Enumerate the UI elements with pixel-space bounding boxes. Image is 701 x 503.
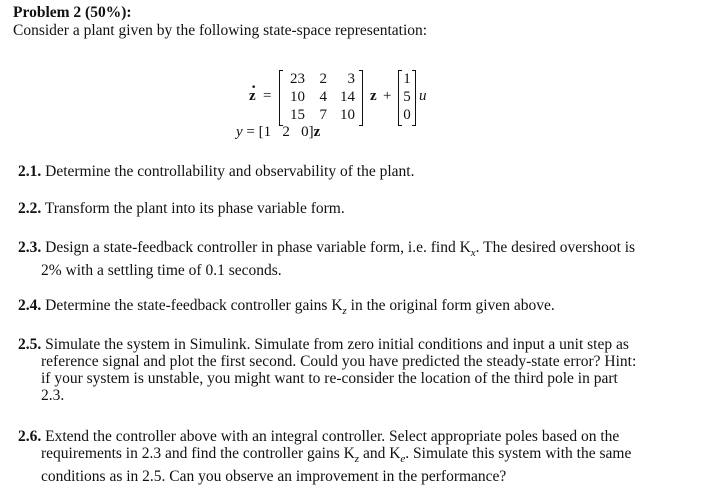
part-2-6 — [18, 428, 678, 485]
problem-intro: Consider a plant given by the following state-space representation: — [13, 22, 428, 39]
part-text-continued: 2.3. — [41, 387, 65, 404]
part-text: in the original form given above. — [346, 297, 555, 314]
k-subscript: z — [342, 305, 347, 318]
part-text: . The desired overshoot is — [475, 239, 636, 256]
part-text: Simulate the system in Simulink. Simulate from zero initial conditions and input a unit step as — [41, 336, 629, 353]
part-number: 2.1. — [18, 163, 42, 180]
part-2-4 — [18, 297, 678, 320]
k-subscript: e — [400, 453, 406, 466]
part-text: Transform the plant into its phase variable form. — [41, 200, 345, 217]
plus-sign: + — [383, 88, 392, 104]
part-text-continued: 2% with a settling time of 0.1 seconds. — [41, 262, 282, 280]
part-number: 2.5. — [18, 336, 42, 353]
matrix-a-cell: 15 — [290, 107, 305, 123]
part-2-5 — [18, 336, 678, 404]
part-number: 2.4. — [18, 297, 42, 314]
part-text-continued: conditions as in 2.5. Can you observe an improvement in the performance? — [41, 468, 507, 486]
part-text: Design a state-feedback controller in phase variable form, i.e. find K — [41, 239, 471, 256]
matrix-b-cell: 0 — [403, 107, 411, 123]
matrix-a-cell: 2 — [319, 71, 327, 87]
part-text: Determine the controllability and observability of the plant. — [41, 163, 415, 180]
output-z: z — [313, 124, 321, 140]
part-text-continued — [18, 445, 678, 468]
z-vector: z — [370, 88, 377, 104]
part-text: Extend the controller above with an integral controller. Select appropriate poles based on the — [41, 428, 620, 445]
part-text: Determine the state-feedback controller gains K — [41, 297, 343, 314]
part-number: 2.3. — [18, 239, 42, 256]
part-text: and K — [359, 445, 401, 462]
matrix-a-cell: 14 — [340, 89, 355, 105]
matrix-b-cell: 1 — [403, 71, 411, 87]
matrix-a-cell: 4 — [319, 89, 327, 105]
problem-title: Problem 2 (50%): — [13, 4, 132, 21]
matrix-a-cell: 10 — [340, 107, 355, 123]
part-text-continued: reference signal and plot the first second. Could you have predicted the steady-state error? Hint: — [41, 353, 637, 370]
matrix-a-row — [283, 70, 359, 88]
part-number: 2.2. — [18, 200, 42, 217]
output-matrix: = [1 2 0] — [246, 124, 314, 140]
output-equation — [236, 124, 320, 141]
matrix-a-row — [283, 106, 359, 124]
part-2-1 — [18, 163, 678, 180]
matrix-a — [279, 70, 363, 126]
part-number: 2.6. — [18, 428, 42, 445]
matrix-b — [398, 70, 416, 126]
part-text-continued: if your system is unstable, you might want to re-consider the location of the third pole in part — [41, 370, 618, 387]
input-u: u — [419, 88, 427, 104]
k-subscript: x — [470, 247, 476, 260]
part-text: . Simulate this system with the same — [405, 445, 632, 462]
part-2-3 — [18, 239, 678, 279]
matrix-b-cell: 5 — [403, 89, 411, 105]
output-y: y — [236, 124, 243, 140]
z-dot: · z — [249, 88, 256, 105]
part-2-2 — [18, 200, 678, 217]
equals-sign: = — [263, 88, 272, 104]
matrix-a-cell: 10 — [290, 89, 305, 105]
matrix-a-row — [283, 88, 359, 106]
matrix-a-cell: 23 — [290, 71, 305, 87]
part-text: requirements in 2.3 and find the controller gains K — [41, 445, 355, 462]
matrix-a-cell: 3 — [347, 71, 355, 87]
k-subscript: z — [354, 453, 360, 466]
matrix-a-cell: 7 — [319, 107, 327, 123]
